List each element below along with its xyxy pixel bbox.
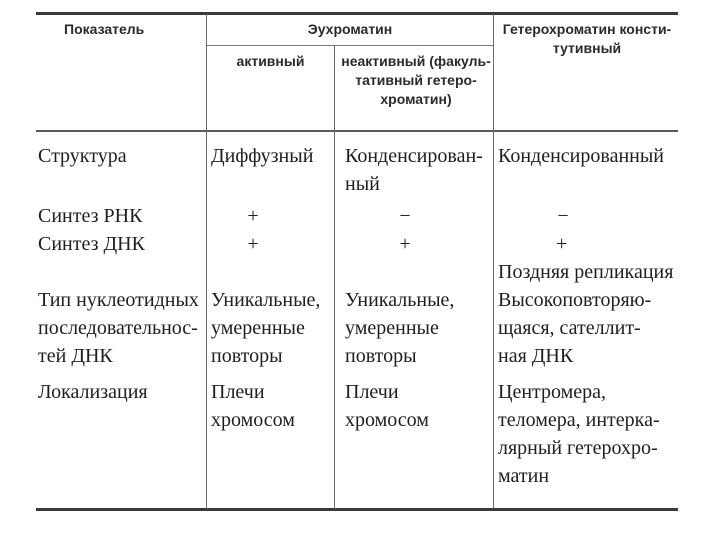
structure-hetero: Конденсированный — [498, 145, 664, 167]
rna-hetero: − — [557, 205, 569, 227]
header-active: активный — [236, 53, 305, 69]
sequences-hetero: Высокоповторяю- щаяся, сателлит- ная ДНК — [498, 289, 652, 367]
column-divider-1 — [206, 14, 207, 509]
column-divider-2 — [334, 46, 335, 509]
sequences-inactive: Уникальные, умеренные повторы — [345, 289, 455, 367]
rna-inactive: − — [399, 205, 411, 227]
top-rule — [36, 12, 678, 15]
header-inactive: неактивный (факуль- тативный гетеро- хроматин) — [341, 53, 491, 107]
label-structure: Структура — [38, 145, 127, 167]
structure-inactive: Конденсирован- ный — [345, 145, 483, 195]
structure-active: Диффузный — [211, 145, 314, 167]
euchromatin-underline — [207, 45, 493, 46]
localization-hetero: Центромера, теломера, интерка- лярный гетерохро- матин — [498, 381, 660, 487]
label-localization: Локализация — [38, 381, 148, 403]
rna-active: + — [247, 205, 259, 227]
label-sequence-type: Тип нуклеотидных последовательнос- тей ДНК — [38, 289, 199, 367]
header-heterochromatin: Гетерохроматин консти- тутивный — [502, 21, 672, 56]
header-indicator: Показатель — [64, 21, 145, 37]
bottom-rule — [36, 508, 678, 511]
sequences-active: Уникальные, умеренные повторы — [211, 289, 321, 367]
localization-active: Плечи хромосом — [211, 381, 295, 431]
header-rule — [36, 130, 678, 132]
dna-active: + — [247, 233, 259, 255]
label-dna-synthesis: Синтез ДНК — [38, 233, 145, 255]
dna-hetero: + Поздняя репликация — [498, 233, 674, 283]
header-euchromatin: Эухроматин — [307, 21, 393, 37]
label-rna-synthesis: Синтез РНК — [38, 205, 143, 227]
column-divider-3 — [493, 14, 494, 509]
localization-inactive: Плечи хромосом — [345, 381, 429, 431]
dna-inactive: + — [399, 233, 411, 255]
